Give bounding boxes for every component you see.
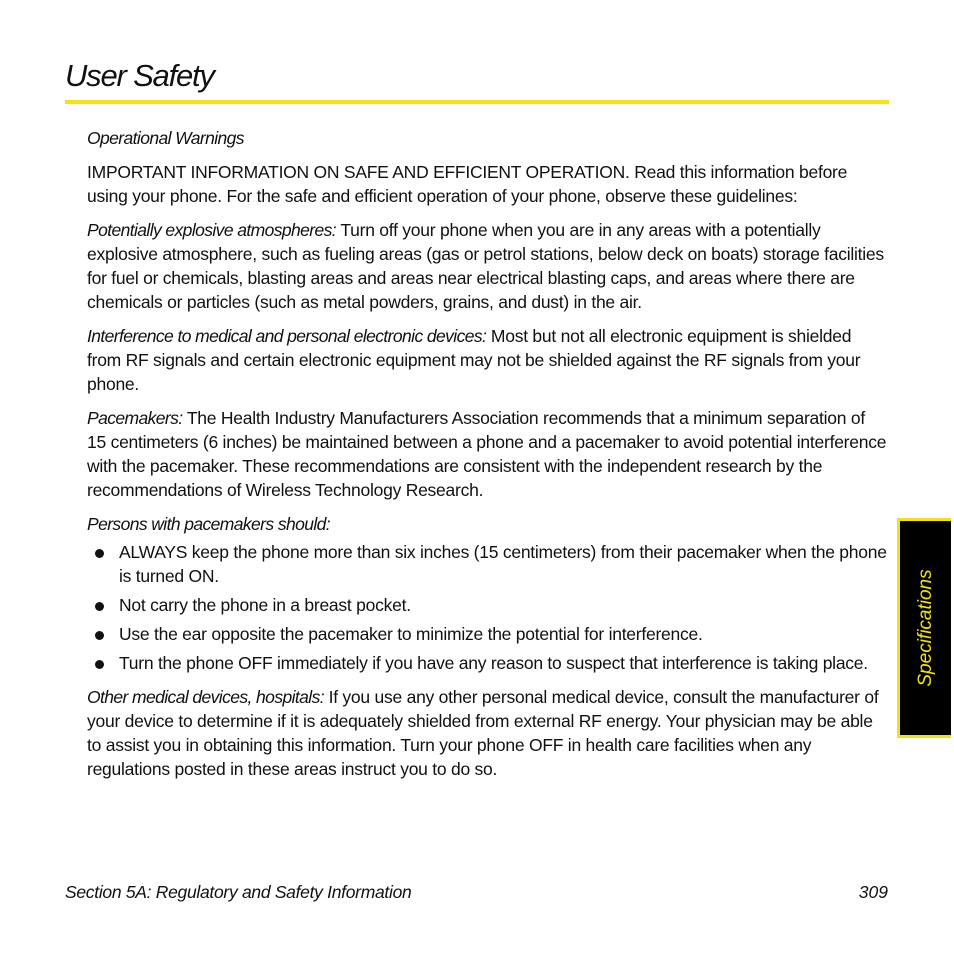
paragraph-lead: Other medical devices, hospitals: — [87, 687, 324, 707]
paragraph-text: Most but not all electronic equipment is shielded from RF signals and certain electronic equipment may not be shielded against the RF signals from your phone. — [87, 326, 861, 394]
intro-paragraph: IMPORTANT INFORMATION ON SAFE AND EFFICIENT OPERATION. Read this information before using your phone. For the safe and efficient operation of your phone, observe these guidelines: — [87, 162, 848, 206]
paragraph-lead: Pacemakers: — [87, 408, 183, 428]
paragraph-text: If you use any other personal medical device, consult the manufacturer of your device to determine if it is adequately shielded from external RF energy. Your physician may be able to assist you in obtaining this information. Turn your phone OFF in health care facilities when any regulations posted in these areas instruct you to do so. — [87, 687, 879, 779]
body-content — [87, 126, 887, 791]
section-side-tab — [897, 518, 951, 738]
side-tab-label: Specifications — [914, 569, 936, 687]
list-item — [87, 651, 887, 675]
list-item-text: ALWAYS keep the phone more than six inches (15 centimeters) from their pacemaker when the phone is turned ON. — [119, 542, 887, 586]
list-item-text: Not carry the phone in a breast pocket. — [119, 595, 411, 615]
bullet-icon — [95, 631, 104, 640]
title-underline — [65, 100, 889, 104]
list-item — [87, 622, 887, 646]
pacemaker-subhead: Persons with pacemakers should: — [87, 514, 331, 534]
bullet-icon — [95, 549, 104, 558]
paragraph-lead: Interference to medical and personal electronic devices: — [87, 326, 487, 346]
list-item-text: Turn the phone OFF immediately if you have any reason to suspect that interference is taking place. — [119, 653, 868, 673]
paragraph-interference — [87, 324, 887, 396]
bullet-icon — [95, 602, 104, 611]
paragraph-text: The Health Industry Manufacturers Association recommends that a minimum separation of 15 centimeters (6 inches) be maintained between a phone and a pacemaker to avoid potential interference with the pacemaker. These recommendations are consistent with the independent research by the recommendations of Wireless Technology Research. — [87, 408, 887, 500]
list-item — [87, 540, 887, 588]
page-title: User Safety — [65, 58, 214, 93]
footer-section-title: Section 5A: Regulatory and Safety Information — [65, 882, 412, 902]
list-item-text: Use the ear opposite the pacemaker to minimize the potential for interference. — [119, 624, 703, 644]
paragraph-text: Turn off your phone when you are in any areas with a potentially explosive atmosphere, such as fueling areas (gas or petrol stations, below deck on boats) storage facilities for fuel or chemicals, blasting areas and areas near electrical blasting caps, and areas where there are chemicals or particles (such as metal powders, grains, and dust) in the air. — [87, 220, 884, 312]
bullet-icon — [95, 660, 104, 669]
paragraph-other-medical-devices — [87, 685, 887, 781]
list-item — [87, 593, 887, 617]
paragraph-explosive-atmospheres — [87, 218, 887, 314]
section-heading: Operational Warnings — [87, 128, 244, 148]
pacemaker-bullet-list — [87, 540, 887, 675]
page-number: 309 — [858, 882, 888, 902]
paragraph-pacemakers — [87, 406, 887, 502]
paragraph-lead: Potentially explosive atmospheres: — [87, 220, 337, 240]
